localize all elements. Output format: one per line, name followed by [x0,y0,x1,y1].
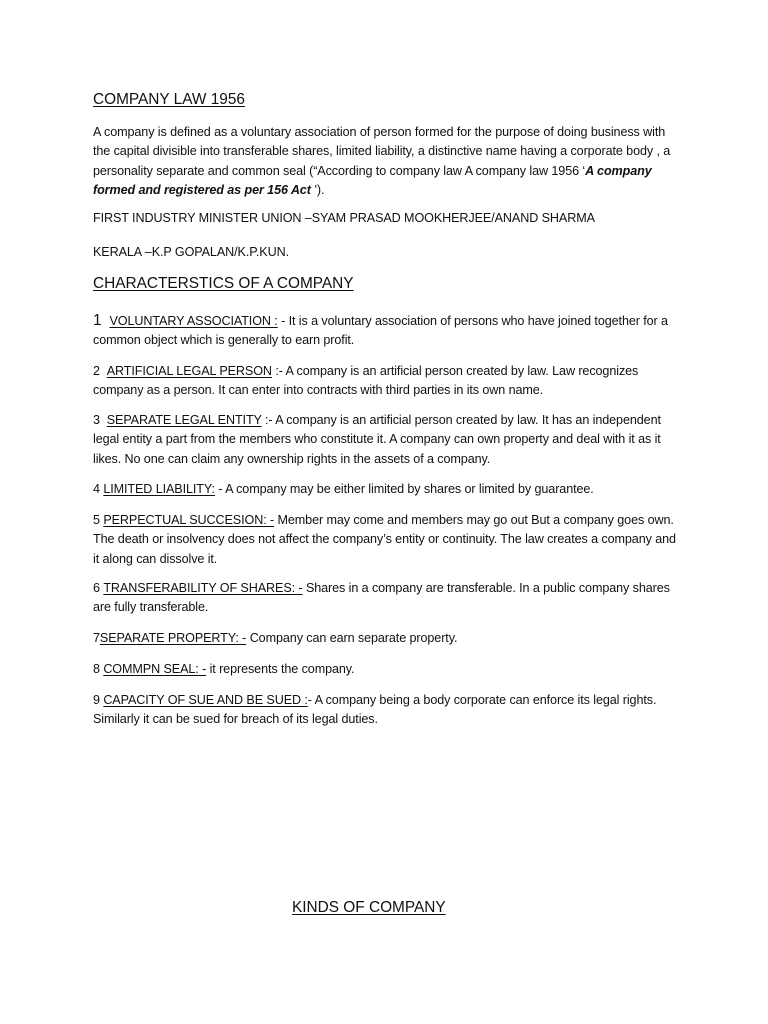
item-text: Member may come and members may go out But a company goes own. The death or insolvency does not affect the company’s entity or continuity. The law creates a company and it along can dissolve it. [93,513,676,566]
minister-line: FIRST INDUSTRY MINISTER UNION –SYAM PRASAD MOOKHERJEE/ANAND SHARMA [93,211,595,225]
item-separator: - [214,482,226,496]
item-text: A company may be either limited by shares or limited by guarantee. [225,482,594,496]
item-term: ARTIFICIAL LEGAL PERSON [106,364,272,378]
item-term: VOLUNTARY ASSOCIATION : [109,314,278,328]
item-text: Shares in a company are transferable. In a public company shares are fully transferable. [93,581,670,615]
item-number: 8 [93,662,100,676]
characteristic-item [93,511,678,569]
characteristic-item [93,579,678,618]
characteristic-item [93,362,678,401]
characteristic-item [93,411,678,469]
item-text: It is a voluntary association of persons who have joined together for a common object which is generally to earn profit. [93,314,668,348]
item-number: 3 [93,413,100,427]
item-term: LIMITED LIABILITY: [103,482,215,496]
item-separator: :- [261,413,276,427]
item-term: COMMPN SEAL: - [103,662,207,676]
item-text: A company is an artificial person created by law. It has an independent legal entity a part from the members who constitute it. A company can own property and deal with it as it likes. No one can claim any ownership rights in the assets of a company. [93,413,661,466]
item-separator: - [277,314,289,328]
item-separator: - [307,693,315,707]
definition-paragraph [93,123,678,200]
item-text: A company is an artificial person created by law. Law recognizes company as a person. It can enter into contracts with third parties in its own name. [93,364,639,398]
item-separator: :- [271,364,286,378]
item-term: SEPARATE LEGAL ENTITY [106,413,262,427]
item-number: 7 [93,631,100,645]
item-number: 6 [93,581,100,595]
item-text: A company being a body corporate can enforce its legal rights. Similarly it can be sued for breach of its legal duties. [93,693,657,727]
item-term: CAPACITY OF SUE AND BE SUED : [103,693,308,707]
item-text: it represents the company. [209,662,355,676]
item-number: 1 [93,312,102,329]
characteristic-item [93,691,678,730]
item-number: 9 [93,693,100,707]
definition-text: A company is defined as a voluntary association of person formed for the purpose of doing business with the capital divisible into transferable shares, limited liability, a distinctive name having a corporate body , a personality separate and common seal (“According to company law A company law 1956 ‘ [93,125,671,178]
characteristics-heading: CHARACTERSTICS OF A COMPANY [93,275,354,292]
characteristic-item [93,660,678,679]
item-number: 5 [93,513,100,527]
item-number: 2 [93,364,100,378]
page-title: COMPANY LAW 1956 [93,91,245,108]
characteristic-item [93,480,678,499]
item-term: PERPECTUAL SUCCESION: - [103,513,275,527]
item-text: Company can earn separate property. [249,631,458,645]
definition-quote: A company formed and registered as per 156 Act [93,163,652,197]
item-term: SEPARATE PROPERTY: - [99,631,247,645]
kinds-heading: KINDS OF COMPANY [292,899,446,916]
item-number: 4 [93,482,100,496]
characteristic-item [93,311,678,351]
item-term: TRANSFERABILITY OF SHARES: - [103,581,303,595]
characteristic-item [93,629,678,648]
kerala-line: KERALA –K.P GOPALAN/K.P.KUN. [93,245,289,259]
definition-closing: ’). [310,182,325,197]
